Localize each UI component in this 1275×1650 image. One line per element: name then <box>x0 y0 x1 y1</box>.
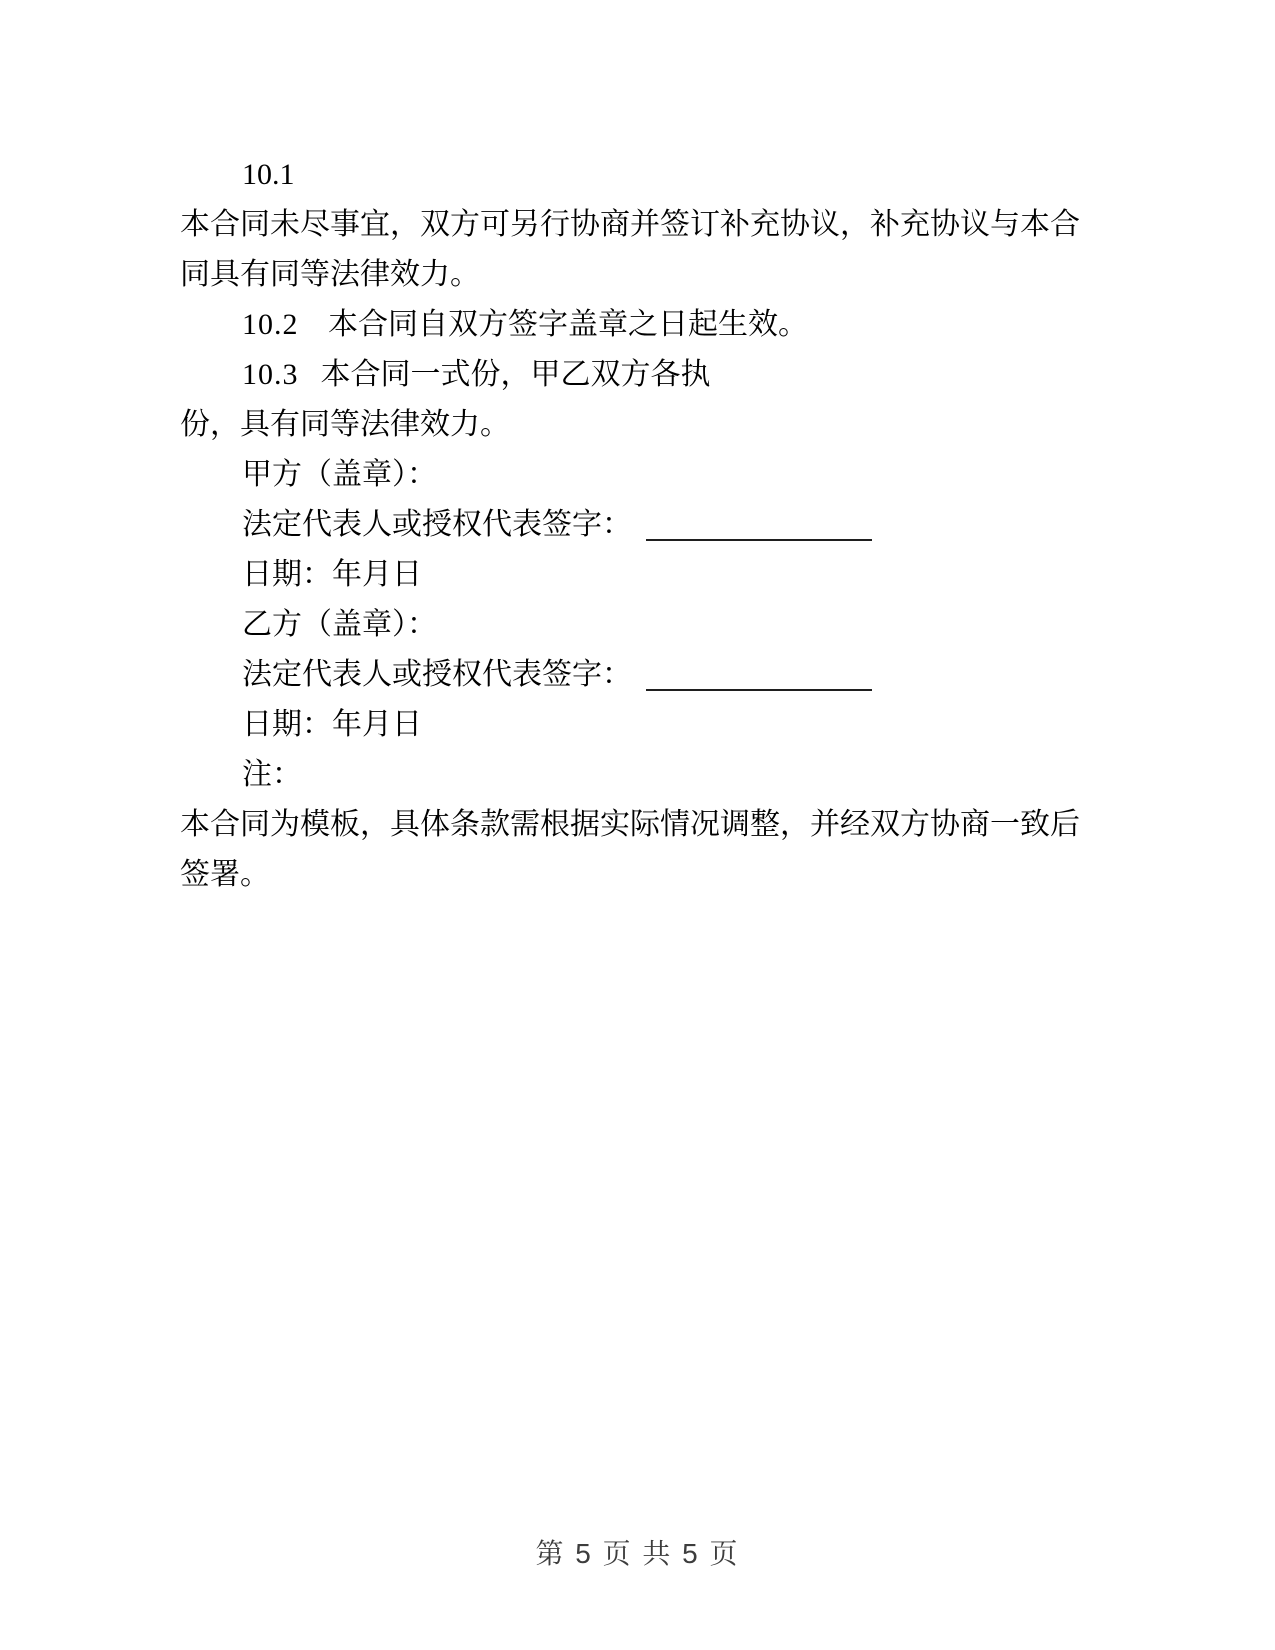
clause-10-1-text: 本合同未尽事宜，双方可另行协商并签订补充协议，补充协议与本合 <box>180 208 1080 241</box>
document-body <box>180 150 1080 900</box>
party-a-date-line <box>180 550 1038 600</box>
party-b-month-label: 月 <box>362 708 392 741</box>
clause-10-1-number: 10.1 <box>242 158 295 191</box>
clause-10-1-text-line-2 <box>180 250 1038 300</box>
party-b-seal-label: 乙方（盖章）： <box>242 608 437 641</box>
party-b-date-label: 日期： <box>242 708 332 741</box>
note-text: 本合同为模板，具体条款需根据实际情况调整，并经双方协商一致后 <box>180 808 1080 841</box>
note-text-line-1 <box>180 800 1080 850</box>
party-a-date-label: 日期： <box>242 558 332 591</box>
clause-10-3-text-line-2 <box>180 400 1038 450</box>
party-a-day-label: 日 <box>392 558 422 591</box>
party-b-signature-blank-field <box>646 689 872 691</box>
clause-10-3-text-part-1: 本合同一式 <box>320 358 471 391</box>
clause-10-3-line <box>180 350 1038 400</box>
party-b-date-line <box>180 700 1038 750</box>
clause-10-2-line <box>180 300 1038 350</box>
party-a-month-label: 月 <box>362 558 392 591</box>
clause-10-3-text-part-2: 份，甲乙双方各执 <box>470 358 711 391</box>
clause-10-1-text-continued: 同具有同等法律效力。 <box>180 258 480 291</box>
party-b-day-label: 日 <box>392 708 422 741</box>
party-a-year-label: 年 <box>332 558 362 591</box>
party-a-representative-signature-label: 法定代表人或授权代表签字： <box>242 508 632 541</box>
clause-10-2-text: 本合同自双方签字盖章之日起生效。 <box>328 308 808 341</box>
party-a-representative-line <box>180 500 1038 550</box>
clause-10-3-text-continued: 份，具有同等法律效力。 <box>180 408 510 441</box>
party-a-seal-line <box>180 450 1038 500</box>
party-b-representative-signature-label: 法定代表人或授权代表签字： <box>242 658 632 691</box>
page-number-footer: 第 5 页 共 5 页 <box>535 1538 740 1569</box>
note-label-line <box>180 750 1038 800</box>
note-text-continued: 签署。 <box>180 858 270 891</box>
clause-10-3-number: 10.3 <box>242 358 299 391</box>
note-text-line-2 <box>180 850 1038 900</box>
clause-10-1-text-line-1 <box>180 200 1080 250</box>
party-a-signature-blank-field <box>646 539 872 541</box>
party-b-seal-line <box>180 600 1038 650</box>
note-label: 注： <box>242 758 302 791</box>
clause-10-2-number: 10.2 <box>242 308 299 341</box>
party-a-seal-label: 甲方（盖章）： <box>242 458 437 491</box>
party-b-representative-line <box>180 650 1038 700</box>
party-b-year-label: 年 <box>332 708 362 741</box>
clause-10-1-number-line <box>180 150 1038 200</box>
